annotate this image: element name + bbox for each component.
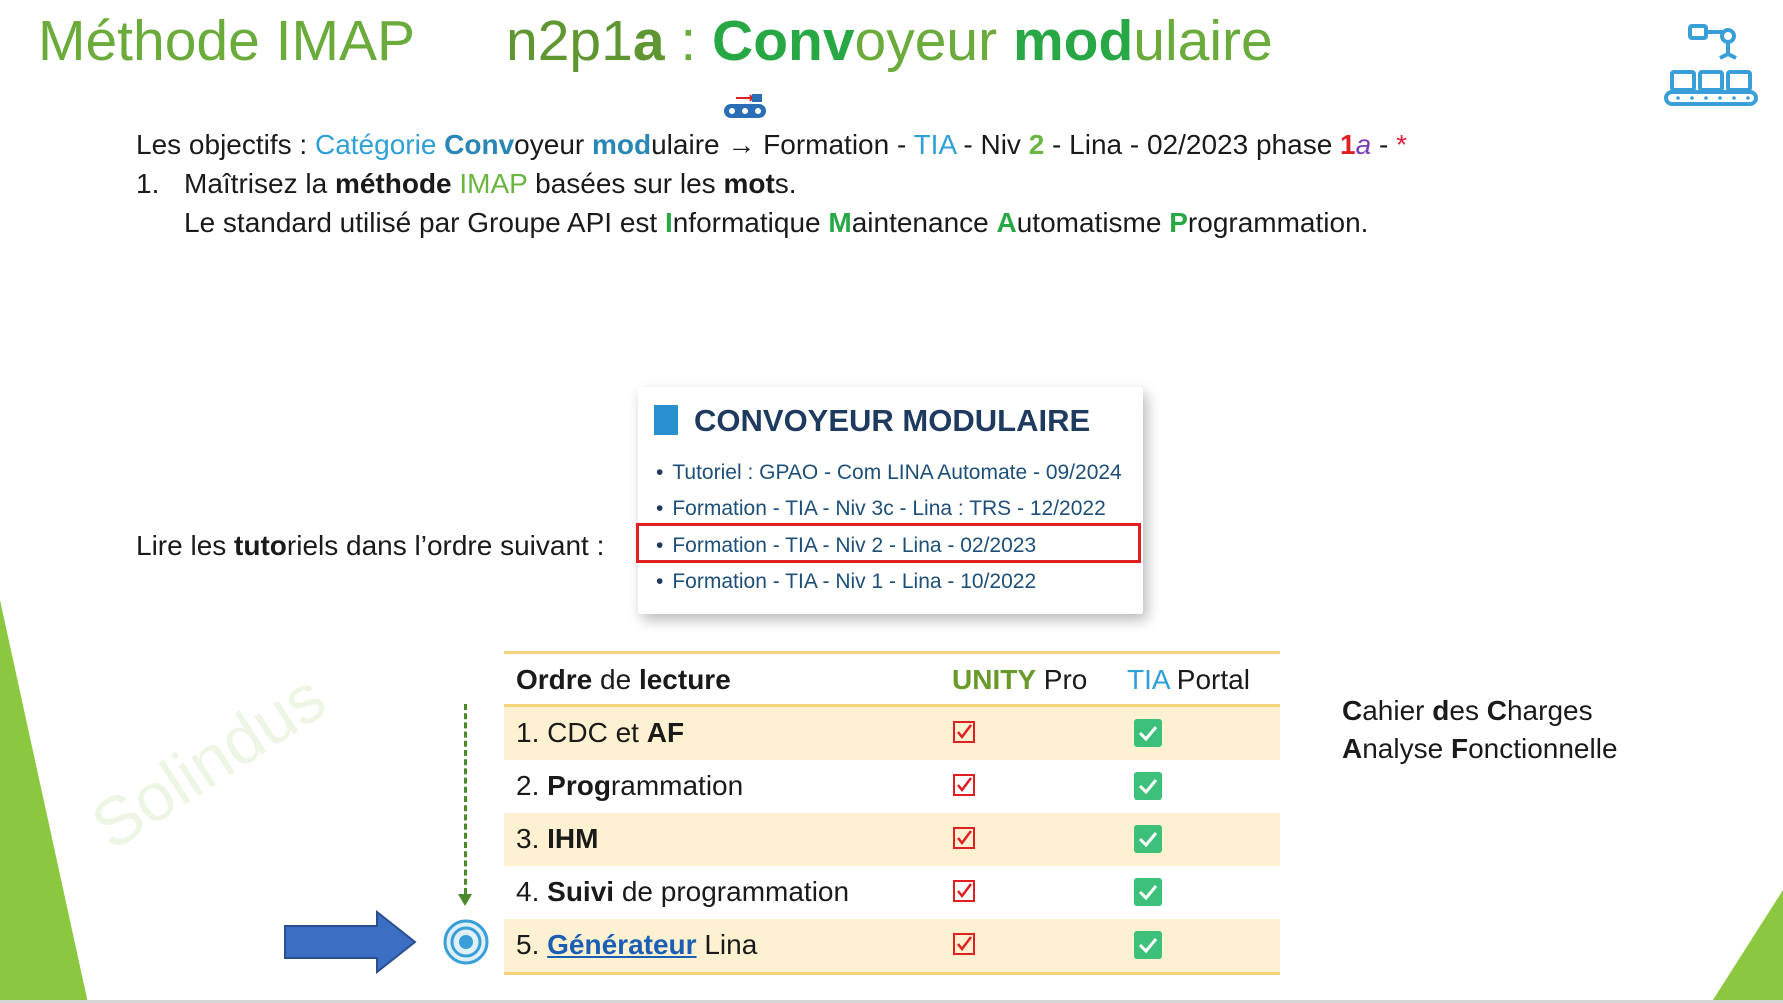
card-title: CONVOYEUR MODULAIRE bbox=[654, 403, 1090, 439]
table-row[interactable]: 4. Suivi de programmation bbox=[504, 866, 1280, 919]
right-green-triangle bbox=[1711, 890, 1783, 1003]
table-row[interactable]: 2. Programmation bbox=[504, 760, 1280, 813]
page-title-left: Méthode IMAP bbox=[38, 9, 416, 73]
objective-item-number: 1. bbox=[136, 168, 160, 199]
tia-check-icon bbox=[1133, 718, 1163, 748]
page-title-right: n2p1a : Convoyeur modulaire bbox=[506, 9, 1273, 73]
table-row-current[interactable]: 5. Générateur Lina bbox=[504, 919, 1280, 975]
left-green-triangle bbox=[0, 600, 88, 1003]
card-link-item[interactable]: • Formation - TIA - Niv 1 - Lina - 10/2022 bbox=[656, 570, 1036, 594]
card-link-item[interactable]: • Formation - TIA - Niv 3c - Lina : TRS - 12/2022 bbox=[656, 497, 1106, 521]
read-order-label: Lire les tutoriels dans l’ordre suivant : bbox=[136, 530, 605, 561]
square-icon bbox=[654, 405, 678, 435]
objective-item-2: Le standard utilisé par Groupe API est Informatique Maintenance Automatisme Programmation. bbox=[184, 207, 1369, 238]
progress-dashed-line bbox=[464, 704, 467, 894]
tia-check-icon bbox=[1133, 771, 1163, 801]
watermark: Solindus bbox=[78, 658, 339, 865]
unity-checkbox-icon bbox=[953, 721, 975, 743]
conveyor-icon bbox=[722, 92, 768, 122]
table-row[interactable]: 3. IHM bbox=[504, 813, 1280, 866]
unity-checkbox-icon bbox=[953, 774, 975, 796]
unity-checkbox-icon bbox=[953, 827, 975, 849]
cdc-line: Cahier des Charges bbox=[1342, 695, 1593, 726]
current-item-highlight bbox=[636, 523, 1141, 563]
objective-item-1: Maîtrisez la méthode IMAP basées sur les mots. bbox=[184, 168, 797, 199]
right-arrow-icon bbox=[283, 910, 418, 974]
generateur-link[interactable]: Générateur bbox=[547, 929, 697, 960]
card-link-item-current[interactable]: • Formation - TIA - Niv 2 - Lina - 02/2023 bbox=[656, 534, 1036, 558]
unity-checkbox-icon bbox=[953, 933, 975, 955]
dashed-arrow-head bbox=[458, 894, 472, 906]
af-line: Analyse Fonctionnelle bbox=[1342, 733, 1618, 764]
tia-check-icon bbox=[1133, 877, 1163, 907]
robot-conveyor-icon bbox=[1662, 20, 1762, 116]
table-header: Ordre de lecture UNITY Pro TIA Portal bbox=[504, 651, 1280, 707]
convoyeur-card bbox=[638, 387, 1143, 614]
table-row[interactable]: 1. CDC et AF bbox=[504, 707, 1280, 760]
unity-checkbox-icon bbox=[953, 880, 975, 902]
tia-check-icon bbox=[1133, 930, 1163, 960]
tia-check-icon bbox=[1133, 824, 1163, 854]
cdc-af-legend bbox=[1342, 692, 1618, 768]
target-icon bbox=[443, 919, 489, 965]
reading-order-table bbox=[504, 651, 1280, 975]
card-link-item[interactable]: • Tutoriel : GPAO - Com LINA Automate - 09/2024 bbox=[656, 461, 1122, 485]
objectives-line: Les objectifs : Catégorie Convoyeur modulaire → Formation - TIA - Niv 2 - Lina - 02/2023 phase 1a - * bbox=[136, 129, 1407, 160]
